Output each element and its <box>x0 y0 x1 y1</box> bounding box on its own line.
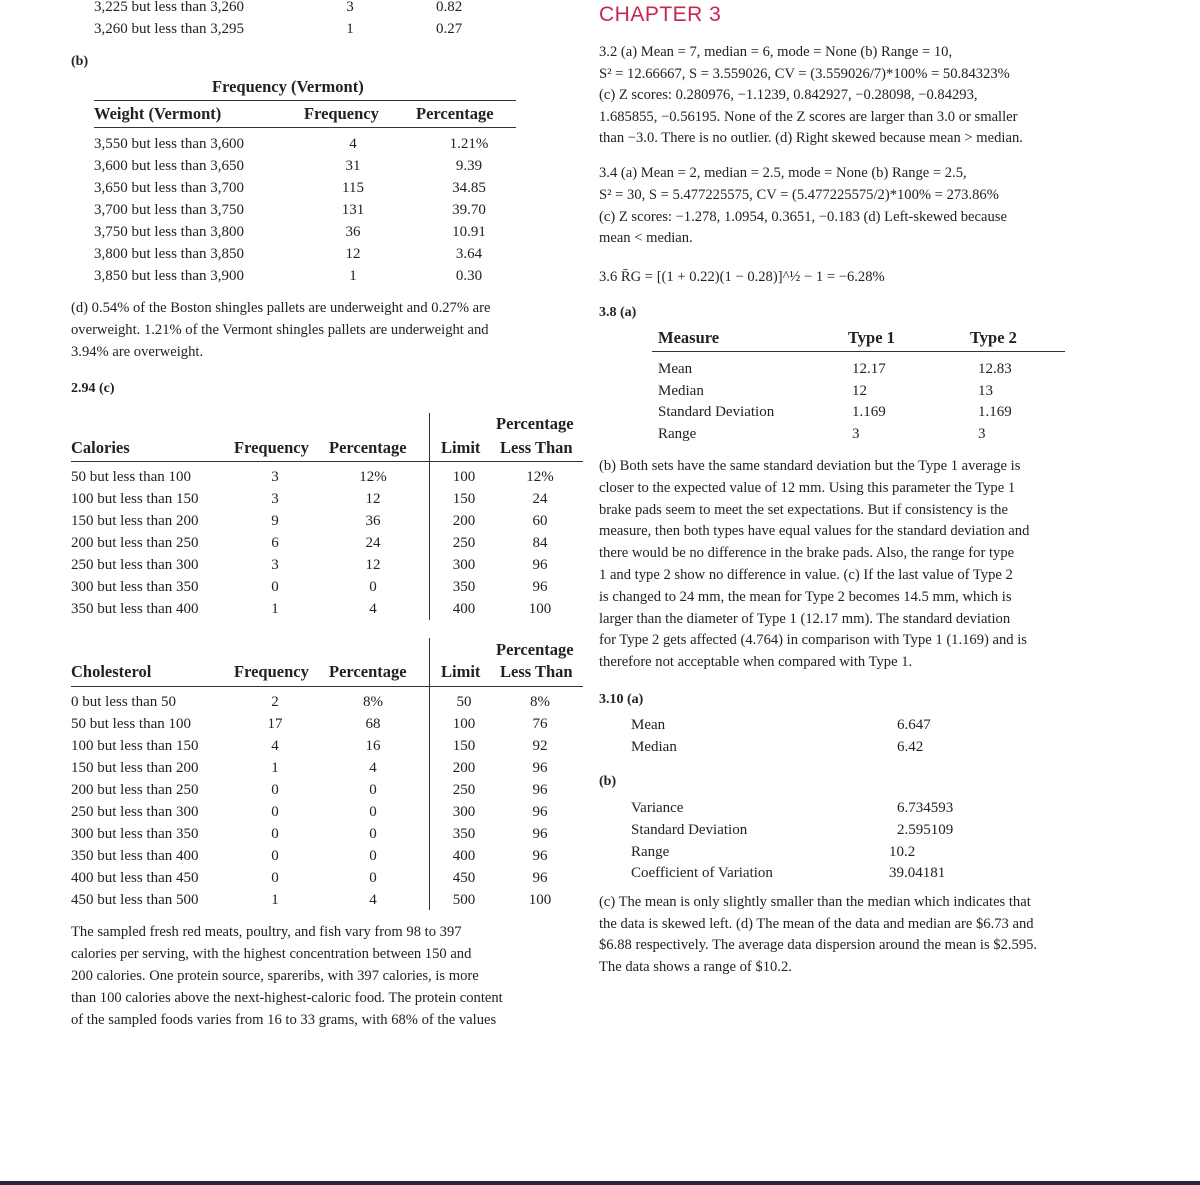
measure-row-type1: 12.17 <box>852 361 886 377</box>
measure-row-type2: 13 <box>978 382 993 399</box>
cholesterol-row-percentage: 0 <box>369 848 377 864</box>
calories-row-less-than: 84 <box>532 535 548 551</box>
top-row-freq: 3 <box>346 0 354 15</box>
vermont-header-rule <box>94 127 516 128</box>
q38b-line: there would be no difference in the brake pads. Also, the range for type <box>599 545 1015 562</box>
cholesterol-row-percentage: 4 <box>369 892 377 908</box>
calories-header-calories: Calories <box>71 438 130 457</box>
q310c-line: the data is skewed left. (d) The mean of the data and median are $6.73 and <box>599 915 1034 932</box>
part-d-line: overweight. 1.21% of the Vermont shingles pallets are underweight and <box>71 322 489 338</box>
calories-header-rule <box>71 461 583 462</box>
calories-row-label: 100 but less than 150 <box>71 491 199 507</box>
cholesterol-row-percentage: 0 <box>369 870 377 886</box>
top-row-pct: 0.82 <box>436 0 463 15</box>
calories-row-limit: 300 <box>452 557 476 573</box>
q310b-label: Coefficient of Variation <box>631 865 773 882</box>
cholesterol-row-label: 150 but less than 200 <box>71 760 199 776</box>
vermont-row-frequency: 1 <box>349 268 357 284</box>
cholesterol-row-label: 400 but less than 450 <box>71 870 199 886</box>
q310b-label: Standard Deviation <box>631 821 748 838</box>
calories-row-percentage: 24 <box>365 535 381 551</box>
calories-pct-header: Percentage <box>496 414 574 433</box>
vermont-row-frequency: 12 <box>345 246 361 262</box>
cholesterol-pct-header: Percentage <box>496 640 574 659</box>
cholesterol-row-less-than: 96 <box>532 826 548 842</box>
q38b-line: (b) Both sets have the same standard deviation but the Type 1 average is <box>599 458 1021 474</box>
measure-row-type2: 3 <box>978 425 986 442</box>
cholesterol-row-label: 450 but less than 500 <box>71 892 199 908</box>
q38b-line: larger than the diameter of Type 1 (12.17 mm). The standard deviation <box>599 610 1011 627</box>
cholesterol-row-percentage: 16 <box>365 738 381 754</box>
calories-row-label: 50 but less than 100 <box>71 469 191 485</box>
measure-row-label: Median <box>658 382 704 399</box>
calories-row-less-than: 96 <box>532 557 548 573</box>
measure-row-label: Standard Deviation <box>658 404 775 420</box>
cholesterol-row-less-than: 96 <box>532 804 548 820</box>
measure-header-type1: Type 1 <box>848 328 895 347</box>
vermont-row-label: 3,800 but less than 3,850 <box>94 246 244 262</box>
cholesterol-row-limit: 200 <box>452 760 476 776</box>
calories-row-limit: 350 <box>452 579 476 595</box>
calories-row-label: 350 but less than 400 <box>71 601 199 617</box>
calories-row-label: 250 but less than 300 <box>71 557 199 573</box>
q310a-label: Mean <box>631 717 666 733</box>
summary-line: of the sampled foods varies from 16 to 33 grams, with 68% of the values <box>71 1012 497 1028</box>
cholesterol-row-percentage: 8% <box>363 694 383 710</box>
q310c-line: $6.88 respectively. The average data dispersion around the mean is $2.595. <box>599 937 1038 953</box>
cholesterol-row-frequency: 1 <box>271 760 279 776</box>
q310-label: 3.10 (a) <box>599 692 644 707</box>
measure-row-type2: 1.169 <box>978 404 1012 420</box>
cholesterol-row-less-than: 96 <box>532 870 548 886</box>
cholesterol-row-frequency: 2 <box>271 694 279 710</box>
calories-row-frequency: 9 <box>271 513 279 529</box>
q36-answer: 3.6 R̄G = [(1 + 0.22)(1 − 0.28)]^½ − 1 = −6.28% <box>599 269 885 285</box>
cholesterol-row-limit: 250 <box>452 782 476 798</box>
cholesterol-row-label: 250 but less than 300 <box>71 804 199 820</box>
calories-row-limit: 150 <box>452 491 476 507</box>
cholesterol-vertical-rule <box>429 638 430 910</box>
vermont-row-label: 3,650 but less than 3,700 <box>94 180 244 196</box>
cholesterol-header-rule <box>71 686 583 687</box>
q310b-value: 6.734593 <box>897 800 954 816</box>
vermont-row-percentage: 3.64 <box>455 246 483 262</box>
vermont-row-frequency: 4 <box>349 136 357 152</box>
q34-line: S² = 30, S = 5.477225575, CV = (5.477225575/2)*100% = 273.86% <box>599 186 999 203</box>
cholesterol-row-frequency: 0 <box>271 826 279 842</box>
calories-row-percentage: 36 <box>365 513 381 529</box>
measure-row-type2: 12.83 <box>978 361 1012 377</box>
calories-vertical-rule <box>429 413 430 620</box>
vermont-row-frequency: 31 <box>345 158 361 174</box>
q34-line: (c) Z scores: −1.278, 1.0954, 0.3651, −0.183 (d) Left-skewed because <box>599 208 1007 225</box>
q34-line: mean < median. <box>599 230 693 247</box>
q310a-value: 6.647 <box>897 717 931 733</box>
vermont-row-percentage: 39.70 <box>452 202 486 218</box>
measure-header-rule <box>652 351 1065 352</box>
vermont-row-percentage: 34.85 <box>452 180 486 196</box>
part-d-line: 3.94% are overweight. <box>71 344 204 360</box>
q310b-value: 39.04181 <box>889 865 946 882</box>
page-bottom-bar <box>0 1181 1200 1185</box>
vermont-row-label: 3,550 but less than 3,600 <box>94 136 244 152</box>
calories-row-frequency: 3 <box>271 491 279 507</box>
q38b-line: for Type 2 gets affected (4.764) in comparison with Type 1 (1.169) and is <box>599 632 1027 649</box>
q310a-value: 6.42 <box>897 739 924 755</box>
calories-row-less-than: 60 <box>532 513 548 529</box>
measure-row-label: Mean <box>658 361 693 377</box>
vermont-row-frequency: 131 <box>341 202 365 218</box>
measure-row-label: Range <box>658 425 697 442</box>
vermont-title-rule <box>94 100 516 101</box>
cholesterol-row-less-than: 92 <box>532 738 548 754</box>
vermont-row-percentage: 1.21% <box>449 136 489 152</box>
q310b-value: 2.595109 <box>897 821 954 838</box>
vermont-row-percentage: 9.39 <box>455 158 483 174</box>
cholesterol-row-percentage: 68 <box>365 716 381 732</box>
part-b-label: (b) <box>71 54 89 69</box>
calories-row-frequency: 0 <box>271 579 279 595</box>
cholesterol-row-label: 350 but less than 400 <box>71 848 199 864</box>
cholesterol-row-percentage: 0 <box>369 782 377 798</box>
part-d-line: (d) 0.54% of the Boston shingles pallets are underweight and 0.27% are <box>71 300 491 316</box>
cholesterol-row-label: 100 but less than 150 <box>71 738 199 754</box>
top-row-label: 3,260 but less than 3,295 <box>94 21 244 37</box>
calories-row-limit: 100 <box>452 469 476 485</box>
cholesterol-row-label: 300 but less than 350 <box>71 826 199 842</box>
calories-row-frequency: 3 <box>271 469 279 485</box>
cholesterol-row-less-than: 8% <box>530 694 550 710</box>
cholesterol-row-frequency: 0 <box>271 782 279 798</box>
cholesterol-header-percentage: Percentage <box>329 662 407 681</box>
cholesterol-row-frequency: 0 <box>271 848 279 864</box>
calories-row-frequency: 1 <box>271 601 279 617</box>
summary-line: 200 calories. One protein source, spareribs, with 397 calories, is more <box>71 968 479 984</box>
calories-row-less-than: 12% <box>526 469 554 485</box>
calories-row-limit: 250 <box>452 535 476 551</box>
calories-row-label: 150 but less than 200 <box>71 513 199 529</box>
cholesterol-header-frequency: Frequency <box>234 662 309 681</box>
vermont-header-frequency: Frequency <box>304 104 379 123</box>
cholesterol-row-label: 0 but less than 50 <box>71 694 176 710</box>
cholesterol-row-limit: 100 <box>452 716 476 732</box>
vermont-table-title: Frequency (Vermont) <box>212 77 364 96</box>
q38b-line: 1 and type 2 show no difference in value. (c) If the last value of Type 2 <box>599 567 1013 583</box>
cholesterol-row-frequency: 1 <box>271 892 279 908</box>
vermont-row-percentage: 0.30 <box>455 268 483 284</box>
cholesterol-row-percentage: 0 <box>369 804 377 820</box>
calories-row-percentage: 12 <box>365 491 381 507</box>
cholesterol-row-percentage: 0 <box>369 826 377 842</box>
vermont-header-percentage: Percentage <box>416 104 494 123</box>
q310a-label: Median <box>631 739 677 755</box>
cholesterol-row-limit: 300 <box>452 804 476 820</box>
cholesterol-row-frequency: 0 <box>271 804 279 820</box>
cholesterol-row-less-than: 96 <box>532 782 548 798</box>
measure-header-measure: Measure <box>658 328 720 347</box>
vermont-row-label: 3,700 but less than 3,750 <box>94 202 244 218</box>
q310b-label: Range <box>631 843 670 860</box>
cholesterol-row-label: 50 but less than 100 <box>71 716 191 732</box>
vermont-header-weight: Weight (Vermont) <box>94 104 222 123</box>
top-row-pct: 0.27 <box>436 21 463 37</box>
calories-row-percentage: 12% <box>359 469 387 485</box>
cholesterol-row-frequency: 4 <box>271 738 279 754</box>
vermont-row-percentage: 10.91 <box>452 224 486 240</box>
cholesterol-header-limit: Limit <box>441 662 481 681</box>
cholesterol-header-less-than: Less Than <box>500 662 573 681</box>
cholesterol-row-less-than: 76 <box>532 716 548 732</box>
vermont-row-label: 3,850 but less than 3,900 <box>94 268 244 284</box>
q310b-label: (b) <box>599 774 617 789</box>
calories-header-limit: Limit <box>441 438 481 457</box>
vermont-row-label: 3,600 but less than 3,650 <box>94 158 244 174</box>
calories-header-less-than: Less Than <box>500 438 573 457</box>
calories-row-percentage: 12 <box>365 557 381 573</box>
q34-line: 3.4 (a) Mean = 2, median = 2.5, mode = None (b) Range = 2.5, <box>599 165 967 181</box>
q32-line: than −3.0. There is no outlier. (d) Right skewed because mean > median. <box>599 130 1023 146</box>
q38b-line: closer to the expected value of 12 mm. Using this parameter the Type 1 <box>599 479 1016 496</box>
q32-line: 1.685855, −0.56195. None of the Z scores are larger than 3.0 or smaller <box>599 108 1018 125</box>
cholesterol-row-limit: 150 <box>452 738 476 754</box>
cholesterol-row-limit: 400 <box>452 848 476 864</box>
q310b-label: Variance <box>631 800 684 816</box>
cholesterol-row-limit: 350 <box>452 826 476 842</box>
measure-row-type1: 12 <box>852 382 867 399</box>
q38-label: 3.8 (a) <box>599 305 637 320</box>
q32-line: (c) Z scores: 0.280976, −1.1239, 0.842927, −0.28098, −0.84293, <box>599 87 978 103</box>
calories-header-percentage: Percentage <box>329 438 407 457</box>
calories-row-less-than: 24 <box>532 491 548 507</box>
q32-line: 3.2 (a) Mean = 7, median = 6, mode = None (b) Range = 10, <box>599 44 953 60</box>
cholesterol-row-less-than: 96 <box>532 848 548 864</box>
summary-line: than 100 calories above the next-highest-caloric food. The protein content <box>71 990 503 1006</box>
calories-row-less-than: 100 <box>528 601 552 617</box>
vermont-row-label: 3,750 but less than 3,800 <box>94 224 244 240</box>
q38b-line: measure, then both types have equal values for the standard deviation and <box>599 523 1030 540</box>
calories-row-frequency: 6 <box>271 535 279 551</box>
cholesterol-row-limit: 450 <box>452 870 476 886</box>
calories-row-less-than: 96 <box>532 579 548 595</box>
q310c-line: The data shows a range of $10.2. <box>599 958 792 975</box>
cholesterol-row-percentage: 4 <box>369 760 377 776</box>
calories-row-limit: 200 <box>452 513 476 529</box>
vermont-row-frequency: 115 <box>342 180 364 196</box>
cholesterol-header-cholesterol: Cholesterol <box>71 662 152 681</box>
q38b-line: is changed to 24 mm, the mean for Type 2 becomes 14.5 mm, which is <box>599 588 1012 605</box>
calories-row-label: 200 but less than 250 <box>71 535 199 551</box>
measure-row-type1: 3 <box>852 425 860 442</box>
cholesterol-row-limit: 50 <box>456 694 472 710</box>
calories-row-percentage: 4 <box>369 601 377 617</box>
cholesterol-row-less-than: 100 <box>528 892 552 908</box>
q310c-line: (c) The mean is only slightly smaller than the median which indicates that <box>599 894 1031 910</box>
summary-line: calories per serving, with the highest concentration between 150 and <box>71 946 472 962</box>
cholesterol-row-limit: 500 <box>452 892 476 908</box>
calories-header-frequency: Frequency <box>234 438 309 457</box>
q38b-line: brake pads seem to meet the set expectations. But if consistency is the <box>599 501 1008 518</box>
cholesterol-row-label: 200 but less than 250 <box>71 782 199 798</box>
cholesterol-row-frequency: 0 <box>271 870 279 886</box>
calories-row-percentage: 0 <box>369 579 377 595</box>
calories-row-limit: 400 <box>452 601 476 617</box>
chapter-title: CHAPTER 3 <box>599 3 722 26</box>
measure-row-type1: 1.169 <box>852 404 886 420</box>
cholesterol-row-frequency: 17 <box>267 716 283 732</box>
summary-line: The sampled fresh red meats, poultry, and fish vary from 98 to 397 <box>71 924 462 940</box>
q38b-line: therefore not acceptable when compared with Type 1. <box>599 654 913 671</box>
vermont-row-frequency: 36 <box>345 224 361 240</box>
calories-row-frequency: 3 <box>271 557 279 573</box>
top-row-freq: 1 <box>346 21 354 37</box>
top-row-label: 3,225 but less than 3,260 <box>94 0 244 15</box>
cholesterol-row-less-than: 96 <box>532 760 548 776</box>
q294-label: 2.94 (c) <box>71 381 115 396</box>
calories-row-label: 300 but less than 350 <box>71 579 199 595</box>
q32-line: S² = 12.66667, S = 3.559026, CV = (3.559026/7)*100% = 50.84323% <box>599 65 1010 82</box>
q310b-value: 10.2 <box>889 843 916 860</box>
measure-header-type2: Type 2 <box>970 328 1017 347</box>
